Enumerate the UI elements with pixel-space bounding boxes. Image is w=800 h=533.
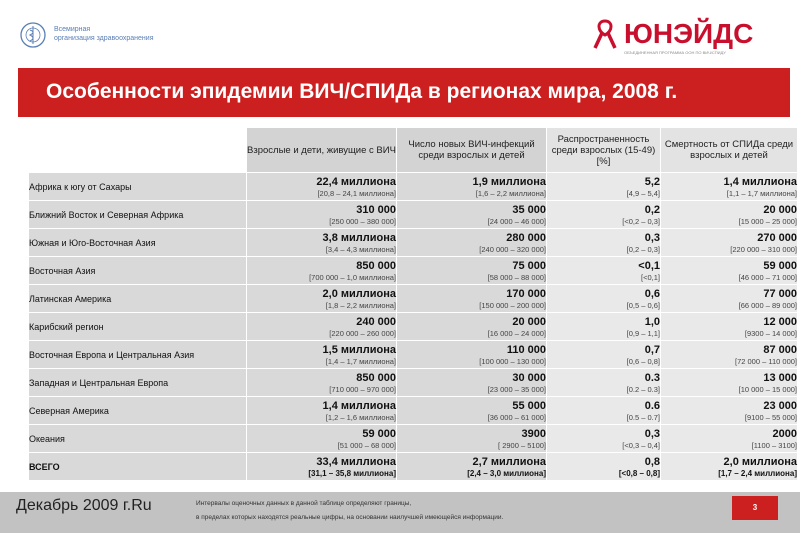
unaids-name: ЮНЭЙДС	[624, 18, 754, 49]
value-main: 2,0 миллиона	[723, 455, 797, 468]
value-main: 59 000	[763, 259, 797, 272]
value-main: 2000	[772, 427, 797, 440]
region-cell: Латинская Америка	[29, 285, 247, 313]
value-main: 20 000	[512, 315, 546, 328]
page-title: Особенности эпидемии ВИЧ/СПИДа в регионах мира, 2008 г.	[46, 80, 678, 103]
value-range: [<0,8 – 0,8]	[618, 468, 660, 478]
region-cell: ВСЕГО	[29, 453, 247, 481]
value-main: 12 000	[763, 315, 797, 328]
value-range: [46 000 – 71 000]	[738, 272, 797, 282]
region-cell: Океания	[29, 425, 247, 453]
table-row	[29, 397, 798, 425]
value-main: 0,8	[644, 455, 660, 468]
value-main: 270 000	[757, 231, 797, 244]
value-range: [<0,1]	[641, 272, 660, 282]
value-main: 77 000	[763, 287, 797, 300]
value-main: 20 000	[763, 203, 797, 216]
value-range: [2,4 – 3,0 миллиона]	[467, 468, 546, 478]
region-cell: Южная и Юго-Восточная Азия	[29, 229, 247, 257]
value-main: 5,2	[644, 175, 660, 188]
value-main: 0.3	[644, 371, 660, 384]
who-name-line2: организация здравоохранения	[54, 35, 154, 42]
value-range: [710 000 – 970 000]	[329, 384, 396, 394]
value-cell	[661, 341, 798, 369]
value-range: [3,4 – 4,3 миллиона]	[325, 244, 396, 254]
region-cell: Карибский регион	[29, 313, 247, 341]
value-range: [700 000 – 1,0 миллиона]	[309, 272, 396, 282]
value-cell	[397, 257, 547, 285]
value-range: [20,8 – 24,1 миллиона]	[317, 188, 396, 198]
value-main: 2,7 миллиона	[472, 455, 546, 468]
column-header-aids-deaths: Смертность от СПИДа среди взрослых и детей	[661, 128, 798, 173]
value-cell	[661, 453, 798, 481]
value-cell	[661, 425, 798, 453]
footer-note-line2: в пределах которых находятся реальные цифры, на основании наилучшей имеющейся информации.	[196, 514, 504, 521]
column-header-new-infections: Число новых ВИЧ-инфекций среди взрослых и детей	[397, 128, 547, 173]
value-main: 55 000	[512, 399, 546, 412]
value-cell	[661, 229, 798, 257]
value-range: [31,1 – 35,8 миллиона]	[308, 468, 396, 478]
value-main: 0,7	[644, 343, 660, 356]
value-cell	[397, 201, 547, 229]
value-cell	[547, 257, 661, 285]
value-cell	[661, 257, 798, 285]
value-range: [1,6 – 2,2 миллиона]	[475, 188, 546, 198]
value-cell	[661, 313, 798, 341]
value-range: [23 000 – 35 000]	[487, 384, 546, 394]
value-range: [250 000 – 380 000]	[329, 216, 396, 226]
value-cell	[247, 229, 397, 257]
who-name-line1: Всемирная	[54, 26, 91, 33]
value-main: 3900	[521, 427, 546, 440]
value-range: [24 000 – 46 000]	[487, 216, 546, 226]
value-main: 0,6	[644, 287, 660, 300]
value-range: [4,9 – 5,4]	[626, 188, 660, 198]
value-range: [220 000 – 310 000]	[730, 244, 797, 254]
hiv-regions-table	[28, 127, 798, 481]
value-cell	[397, 453, 547, 481]
value-main: 3,8 миллиона	[322, 231, 396, 244]
table-body	[29, 173, 798, 481]
value-range: [58 000 – 88 000]	[487, 272, 546, 282]
region-cell: Восточная Европа и Центральная Азия	[29, 341, 247, 369]
table-row	[29, 229, 798, 257]
value-main: 850 000	[356, 259, 396, 272]
value-main: 0,3	[644, 231, 660, 244]
value-range: [150 000 – 200 000]	[479, 300, 546, 310]
value-cell	[547, 173, 661, 201]
value-main: 310 000	[356, 203, 396, 216]
table-row	[29, 173, 798, 201]
value-cell	[397, 341, 547, 369]
value-main: 170 000	[506, 287, 546, 300]
value-cell	[397, 173, 547, 201]
value-cell	[247, 173, 397, 201]
value-range: [0.2 – 0.3]	[626, 384, 660, 394]
value-cell	[547, 341, 661, 369]
table-row	[29, 285, 798, 313]
value-main: 75 000	[512, 259, 546, 272]
value-cell	[661, 285, 798, 313]
value-main: <0,1	[638, 259, 660, 272]
value-main: 850 000	[356, 371, 396, 384]
value-range: [1,8 – 2,2 миллиона]	[325, 300, 396, 310]
footer-date: Декабрь 2009 г.Ru	[16, 497, 152, 514]
table-row	[29, 257, 798, 285]
value-cell	[247, 397, 397, 425]
column-header-prevalence: Распространенность среди взрослых (15-49)[%]	[547, 128, 661, 173]
value-cell	[397, 285, 547, 313]
value-range: [16 000 – 24 000]	[487, 328, 546, 338]
value-range: [ 2900 – 5100]	[498, 440, 546, 450]
value-range: [1,1 – 1,7 миллиона]	[726, 188, 797, 198]
value-cell	[661, 201, 798, 229]
value-range: [0,5 – 0,6]	[626, 300, 660, 310]
header	[0, 0, 800, 62]
value-range: [100 000 – 130 000]	[479, 356, 546, 366]
value-main: 0,2	[644, 203, 660, 216]
value-range: [51 000 – 68 000]	[337, 440, 396, 450]
table-row	[29, 313, 798, 341]
value-range: [0,6 – 0,8]	[626, 356, 660, 366]
table-row	[29, 341, 798, 369]
value-main: 1,9 миллиона	[472, 175, 546, 188]
value-main: 280 000	[506, 231, 546, 244]
value-cell	[247, 453, 397, 481]
value-main: 1,5 миллиона	[322, 343, 396, 356]
value-range: [1100 – 3100]	[751, 440, 797, 450]
value-range: [9100 – 55 000]	[744, 412, 797, 422]
value-cell	[247, 313, 397, 341]
region-cell: Ближний Восток и Северная Африка	[29, 201, 247, 229]
region-cell: Западная и Центральная Европа	[29, 369, 247, 397]
value-main: 33,4 миллиона	[316, 455, 396, 468]
value-range: [0.5 – 0.7]	[626, 412, 660, 422]
value-main: 23 000	[763, 399, 797, 412]
value-range: [9300 – 14 000]	[744, 328, 797, 338]
value-range: [15 000 – 25 000]	[738, 216, 797, 226]
value-main: 110 000	[506, 343, 546, 356]
value-range: [36 000 – 61 000]	[487, 412, 546, 422]
value-cell	[247, 425, 397, 453]
value-main: 1,0	[644, 315, 660, 328]
header-blank-cell	[29, 128, 247, 173]
value-cell	[661, 369, 798, 397]
table-header-row	[29, 128, 798, 173]
value-main: 1,4 миллиона	[322, 399, 396, 412]
table-row	[29, 201, 798, 229]
value-range: [1,2 – 1,6 миллиона]	[325, 412, 396, 422]
value-range: [1,7 – 2,4 миллиона]	[718, 468, 797, 478]
value-cell	[661, 173, 798, 201]
region-cell: Восточная Азия	[29, 257, 247, 285]
value-cell	[247, 369, 397, 397]
value-main: 240 000	[356, 315, 396, 328]
value-main: 0.6	[644, 399, 660, 412]
value-cell	[247, 285, 397, 313]
footer-note	[196, 497, 503, 525]
value-cell	[397, 397, 547, 425]
value-main: 87 000	[763, 343, 797, 356]
footer-note-line1: Интервалы оценочных данных в данной таблице определяют границы,	[196, 500, 412, 507]
value-cell	[547, 201, 661, 229]
value-cell	[547, 453, 661, 481]
value-range: [<0,2 – 0,3]	[622, 216, 660, 226]
value-cell	[661, 397, 798, 425]
value-range: [0,2 – 0,3]	[626, 244, 660, 254]
value-main: 1,4 миллиона	[723, 175, 797, 188]
value-cell	[247, 257, 397, 285]
value-range: [66 000 – 89 000]	[738, 300, 797, 310]
value-cell	[547, 313, 661, 341]
table-row	[29, 425, 798, 453]
page-number: 3	[732, 496, 778, 520]
value-range: [10 000 – 15 000]	[738, 384, 797, 394]
value-cell	[397, 313, 547, 341]
table-row	[29, 369, 798, 397]
value-main: 2,0 миллиона	[322, 287, 396, 300]
value-main: 59 000	[362, 427, 396, 440]
column-header-living-with-hiv: Взрослые и дети, живущие с ВИЧ	[247, 128, 397, 173]
red-ribbon-icon	[590, 18, 620, 50]
who-emblem-icon	[20, 22, 46, 48]
value-cell	[397, 425, 547, 453]
region-cell: Африка к югу от Сахары	[29, 173, 247, 201]
value-main: 30 000	[512, 371, 546, 384]
who-name	[54, 25, 154, 43]
value-cell	[547, 397, 661, 425]
value-range: [1,4 – 1,7 миллиона]	[325, 356, 396, 366]
value-cell	[247, 341, 397, 369]
region-cell: Северная Америка	[29, 397, 247, 425]
value-main: 22,4 миллиона	[316, 175, 396, 188]
value-range: [220 000 – 260 000]	[329, 328, 396, 338]
value-range: [72 000 – 110 000]	[735, 356, 797, 366]
value-cell	[547, 229, 661, 257]
value-cell	[247, 201, 397, 229]
value-cell	[397, 369, 547, 397]
unaids-subtitle: ОБЪЕДИНЕННАЯ ПРОГРАММА ООН ПО ВИЧ/СПИДУ	[624, 50, 726, 55]
value-cell	[547, 425, 661, 453]
table-total-row	[29, 453, 798, 481]
value-cell	[547, 369, 661, 397]
value-main: 0,3	[644, 427, 660, 440]
value-main: 35 000	[512, 203, 546, 216]
value-range: [240 000 – 320 000]	[479, 244, 546, 254]
value-cell	[397, 229, 547, 257]
value-range: [0,9 – 1,1]	[626, 328, 660, 338]
value-range: [<0,3 – 0,4]	[622, 440, 660, 450]
value-main: 13 000	[763, 371, 797, 384]
value-cell	[547, 285, 661, 313]
